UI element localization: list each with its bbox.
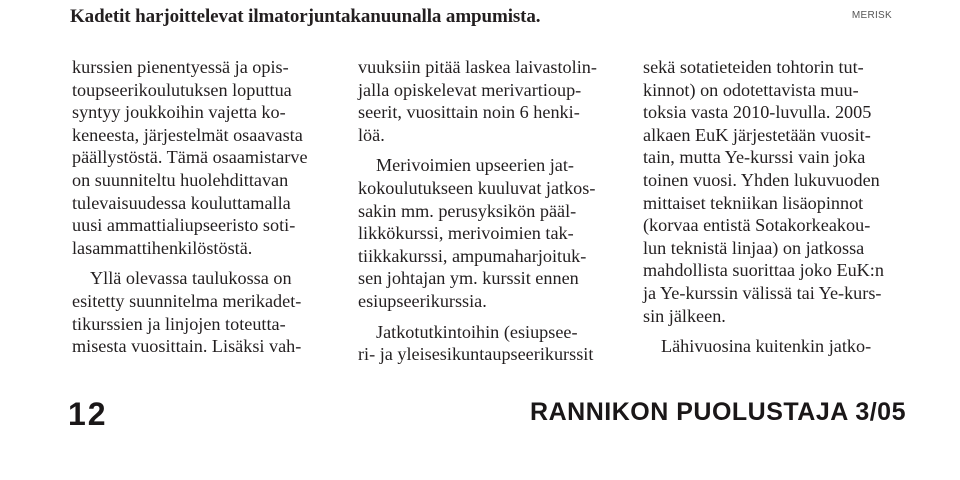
paragraph-gap (643, 327, 913, 335)
text-line: kurssien pienentyessä ja opis- (72, 57, 289, 77)
text-line: keneesta, järjestelmät osaavasta (72, 124, 303, 145)
text-line: Jatkotutkintoihin (esiupsee- (376, 321, 578, 342)
text-line: sin jälkeen. (643, 305, 726, 326)
text-line: toupseerikoulutuksen loputtua (72, 79, 292, 100)
text-line: päällystöstä. Tämä osaamistarve (72, 147, 308, 168)
text-line: misesta vuosittain. Lisäksi vah- (72, 336, 302, 357)
text-line: mittaiset tekniikan lisäopinnot (643, 192, 864, 213)
text-line: seerit, vuosittain noin 6 henki- (358, 102, 580, 123)
text-line: toksia vasta 2010-luvulla. 2005 (643, 102, 872, 123)
text-line: uusi ammattialiupseeristo soti- (72, 215, 296, 236)
text-line: tiikkakurssi, ampumaharjoituk- (358, 245, 587, 266)
text-line: Merivoimien upseerien jat- (376, 155, 574, 176)
paragraph-gap (358, 313, 628, 321)
text-line: likkökurssi, merivoimien tak- (358, 223, 574, 244)
paragraph-gap (72, 259, 338, 267)
paragraph-gap (358, 146, 628, 154)
photo-caption: Kadetit harjoittelevat ilmatorjuntakanuunalla ampumista. (70, 6, 541, 27)
text-line: alkaen EuK järjestetään vuosit- (643, 124, 871, 145)
text-line: (korvaa entistä Sotakorkeakou- (643, 215, 871, 236)
text-column-3 (643, 56, 913, 358)
text-line: lasammattihenkilöstöstä. (72, 237, 253, 258)
text-column-2 (358, 56, 628, 366)
text-line: löä. (358, 124, 385, 145)
text-line: toinen vuosi. Yhden lukuvuoden (643, 169, 880, 190)
text-line: sekä sotatieteiden tohtorin tut- (643, 57, 864, 77)
text-line: lun teknistä linjaa) on jatkossa (643, 237, 865, 258)
text-line: sen johtajan ym. kurssit ennen (358, 268, 579, 289)
text-line: tain, mutta Ye-kurssi vain joka (643, 147, 866, 168)
text-line: on suunniteltu huolehdittavan (72, 169, 289, 190)
page-number: 12 (68, 396, 108, 432)
magazine-title: RANNIKON PUOLUSTAJA 3/05 (530, 398, 906, 426)
text-line: Yllä olevassa taulukossa on (90, 268, 292, 289)
text-line: sakin mm. perusyksikön pääl- (358, 200, 577, 221)
text-line: kokoulutukseen kuuluvat jatkos- (358, 177, 596, 198)
text-line: esiupseerikurssia. (358, 290, 487, 311)
text-line: ja Ye-kurssin välissä tai Ye-kurs- (643, 282, 882, 303)
text-line: esitetty suunnitelma merikadet- (72, 290, 302, 311)
text-line: mahdollista suorittaa joko EuK:n (643, 260, 884, 281)
text-line: syntyy joukkoihin vajetta ko- (72, 102, 286, 123)
text-line: tulevaisuudessa kouluttamalla (72, 192, 291, 213)
text-column-1 (72, 56, 338, 358)
text-line: ri- ja yleisesikuntaupseerikurssit (358, 344, 594, 365)
text-line: Lähivuosina kuitenkin jatko- (661, 336, 872, 357)
text-line: jalla opiskelevat merivartioup- (358, 79, 582, 100)
text-line: vuuksiin pitää laskea laivastolin- (358, 57, 597, 77)
text-line: kinnot) on odotettavista muu- (643, 79, 859, 100)
text-line: tikurssien ja linjojen toteutta- (72, 313, 286, 334)
photo-credit: MERISK (851, 10, 892, 21)
